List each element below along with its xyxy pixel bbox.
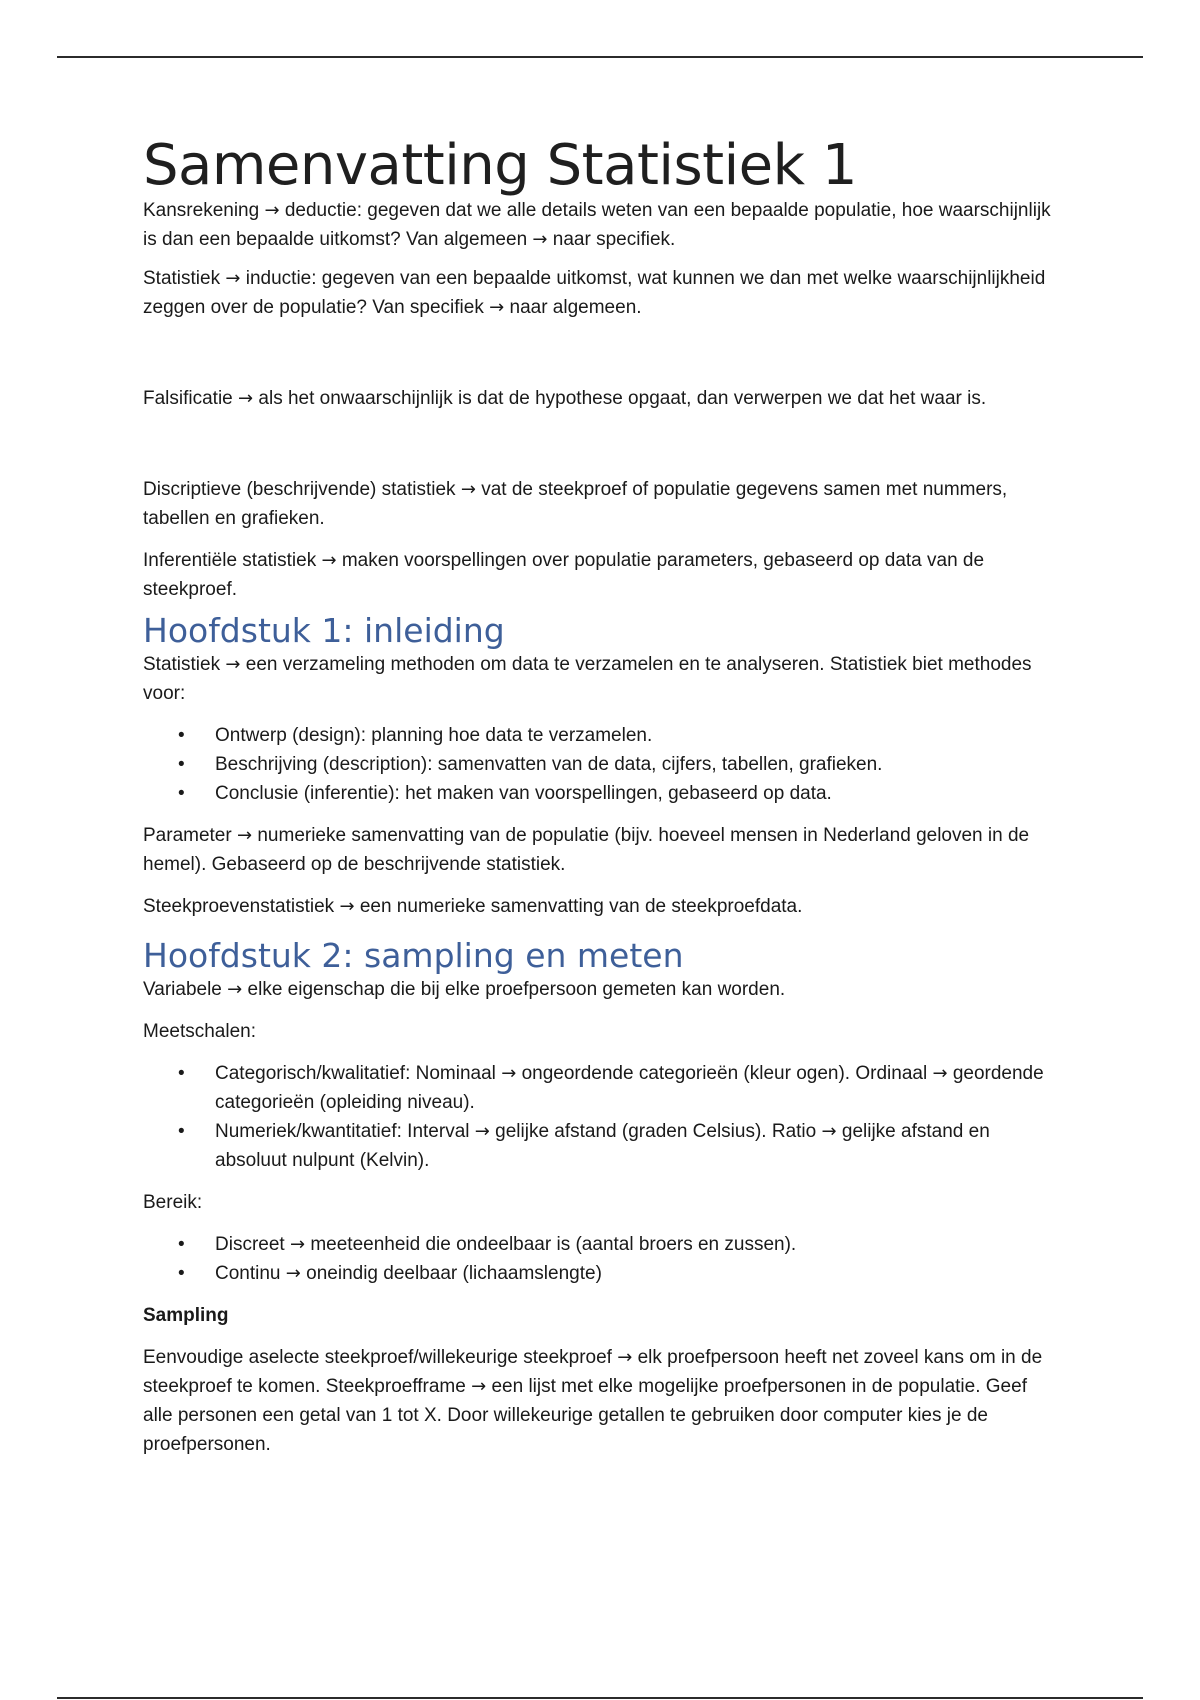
term: Falsificatie: [143, 388, 233, 409]
paragraph-statistiek-def: [143, 650, 1058, 708]
definition: een numerieke samenvatting van de steekproefdata.: [359, 896, 803, 917]
arrow-icon: →: [821, 1121, 837, 1142]
list-item-part: geordende categorieën (opleiding niveau).: [215, 1063, 1044, 1113]
paragraph-parameter: [143, 821, 1058, 879]
definition: als het onwaarschijnlijk is dat de hypothese opgaat, dan verwerpen we dat het waar is.: [258, 388, 987, 409]
term: Statistiek: [143, 268, 221, 289]
definition: elke eigenschap die bij elke proefpersoon gemeten kan worden.: [247, 979, 786, 1000]
bottom-rule: [57, 1697, 1143, 1699]
arrow-icon: →: [501, 1063, 517, 1084]
definition: een verzameling methoden om data te verzamelen en te analyseren. Statistiek biet methodes voor:: [143, 654, 1032, 704]
definition-tail: naar specifiek.: [552, 229, 676, 250]
arrow-icon: →: [238, 388, 254, 409]
term: Kansrekening: [143, 200, 260, 221]
definition-tail: naar algemeen.: [509, 297, 642, 318]
meetschalen-label: Meetschalen:: [143, 1021, 257, 1042]
term: Eenvoudige aselecte steekproef/willekeurige steekproef: [143, 1347, 612, 1368]
term: Discriptieve (beschrijvende) statistiek: [143, 479, 456, 500]
arrow-icon: →: [339, 896, 355, 917]
definition: inductie: gegeven van een bepaalde uitkomst, wat kunnen we dan met welke waarschijnlijkheid zeggen over de populatie? Van specifiek: [143, 268, 1046, 318]
term: Inferentiële statistiek: [143, 550, 317, 571]
paragraph-inferentiele: [143, 546, 1058, 604]
arrow-icon: →: [932, 1063, 948, 1084]
arrow-icon: →: [321, 550, 337, 571]
arrow-icon: →: [225, 654, 241, 675]
list-item: [143, 1259, 1058, 1288]
arrow-icon: →: [617, 1347, 633, 1368]
list-item: [143, 1059, 1058, 1117]
definition: maken voorspellingen over populatie parameters, gebaseerd op data van de steekproef.: [143, 550, 985, 600]
term: Steekproevenstatistiek: [143, 896, 335, 917]
arrow-icon: →: [227, 979, 243, 1000]
bereik-label: Bereik:: [143, 1192, 203, 1213]
heading-hoofdstuk-2: Hoofdstuk 2: sampling en meten: [143, 936, 684, 975]
document-title: Samenvatting Statistiek 1: [143, 133, 857, 198]
list-item: [143, 1230, 1058, 1259]
definition: deductie: gegeven dat we alle details weten van een bepaalde populatie, hoe waarschijnlijk is dan een bepaalde uitkomst? Van algemeen: [143, 200, 1051, 250]
arrow-icon: →: [460, 479, 476, 500]
paragraph-variabele: [143, 975, 1058, 1004]
paragraph-falsificatie: [143, 384, 1058, 413]
bereik-list: [143, 1230, 1058, 1288]
definition: vat de steekproef of populatie gegevens samen met nummers, tabellen en grafieken.: [143, 479, 1008, 529]
paragraph-sampling: [143, 1343, 1058, 1459]
list-item: • Ontwerp (design): planning hoe data te verzamelen.: [143, 721, 1058, 750]
definition: een lijst met elke mogelijke proefpersonen in de populatie. Geef alle personen een getal van 1 tot X. Door willekeurige getallen te gebruiken door computer kies je de proefpersonen.: [143, 1376, 1027, 1455]
meetschalen-list: [143, 1059, 1058, 1175]
list-item-part: gelijke afstand en absoluut nulpunt (Kelvin).: [215, 1121, 990, 1171]
arrow-icon: →: [289, 1234, 306, 1255]
definition: oneindig deelbaar (lichaamslengte): [306, 1263, 602, 1284]
arrow-icon: →: [236, 825, 253, 846]
term: Variabele: [143, 979, 222, 1000]
paragraph-steekproevenstatistiek: [143, 892, 1058, 921]
list-item: • Conclusie (inferentie): het maken van voorspellingen, gebaseerd op data.: [143, 779, 1058, 808]
heading-hoofdstuk-1: Hoofdstuk 1: inleiding: [143, 611, 505, 650]
sampling-heading: Sampling: [143, 1305, 229, 1326]
definition: numerieke samenvatting van de populatie (bijv. hoeveel mensen in Nederland geloven in de hemel). Gebaseerd op de beschrijvende statistiek.: [143, 825, 1030, 875]
term: Parameter: [143, 825, 232, 846]
paragraph-kansrekening: [143, 196, 1058, 254]
arrow-icon: →: [225, 268, 241, 289]
paragraph-statistiek: [143, 264, 1058, 322]
list-item: • Beschrijving (description): samenvatten van de data, cijfers, tabellen, grafieken.: [143, 750, 1058, 779]
document-page: [143, 133, 1058, 1459]
arrow-icon: →: [264, 200, 280, 221]
list-item-part: Categorisch/kwalitatief: Nominaal: [215, 1063, 496, 1084]
arrow-icon: →: [285, 1263, 301, 1284]
paragraph-discriptieve: [143, 475, 1058, 533]
arrow-icon: →: [471, 1376, 487, 1397]
list-item-part: Numeriek/kwantitatief: Interval: [215, 1121, 470, 1142]
top-rule: [57, 56, 1143, 58]
term: Discreet: [215, 1234, 285, 1255]
list-item: [143, 1117, 1058, 1175]
list-item-part: ongeordende categorieën (kleur ogen). Ordinaal: [521, 1063, 928, 1084]
term: Statistiek: [143, 654, 221, 675]
arrow-icon: →: [489, 297, 505, 318]
methods-list: [143, 721, 1058, 808]
list-item-part: gelijke afstand (graden Celsius). Ratio: [495, 1121, 817, 1142]
arrow-icon: →: [532, 229, 548, 250]
definition: elk proefpersoon heeft net zoveel kans om in de steekproef te komen. Steekproefframe: [143, 1347, 1043, 1397]
definition: meeteenheid die ondeelbaar is (aantal broers en zussen).: [310, 1234, 797, 1255]
term: Continu: [215, 1263, 281, 1284]
arrow-icon: →: [474, 1121, 490, 1142]
